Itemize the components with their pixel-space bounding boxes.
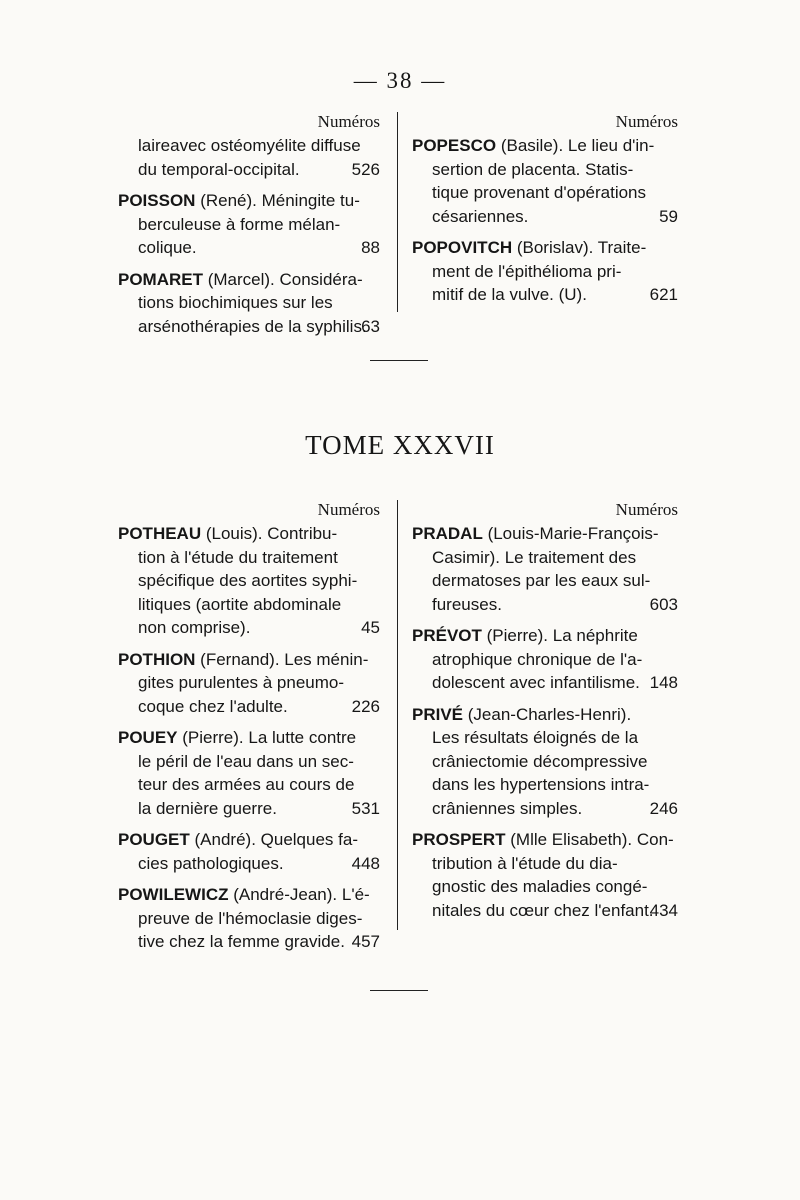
index-entry: [118, 726, 380, 820]
entry-line: Les résultats éloignés de la: [432, 728, 639, 747]
entry-line: la dernière guerre.: [138, 798, 277, 818]
entry-number: 531: [351, 798, 380, 818]
entry-number: 457: [351, 932, 380, 951]
entry-line: POISSON (René). Méningite tu-: [118, 191, 360, 210]
top-right-column: [412, 110, 678, 315]
entry-line: arsénothérapies de la syphilis.: [138, 316, 367, 336]
author-name: PROSPERT: [412, 830, 506, 849]
entry-line: crâniectomie décompressive: [432, 751, 648, 771]
entry-line: POPOVITCH (Borislav). Traite-: [412, 238, 647, 257]
entry-line: POTHION (Fernand). Les ménin-: [118, 649, 369, 669]
entry-number: 434: [649, 900, 678, 920]
entry-line: PRÉVOT (Pierre). La néphrite: [412, 626, 638, 645]
index-entry: [118, 134, 380, 181]
numeros-header: Numéros: [615, 500, 678, 519]
top-left-column: [118, 110, 380, 346]
numeros-header: Numéros: [317, 112, 380, 131]
entry-number: 526: [351, 159, 380, 179]
author-name: POWILEWICZ: [118, 885, 229, 904]
page-number: — 38 —: [353, 68, 447, 93]
column-divider: [397, 112, 398, 312]
numeros-header: Numéros: [317, 500, 380, 519]
entry-line: gites purulentes à pneumo-: [138, 673, 345, 692]
entry-line: preuve de l'hémoclasie diges-: [138, 908, 363, 928]
index-entry: [118, 268, 380, 339]
author-name: POPOVITCH: [412, 238, 513, 257]
entry-number: 59: [659, 206, 678, 226]
entry-number: 45: [361, 618, 380, 637]
author-name: PRÉVOT: [412, 626, 482, 645]
index-entry: [412, 134, 678, 228]
numeros-header: Numéros: [615, 112, 678, 131]
entry-line: nitales du cœur chez l'enfant.: [432, 900, 654, 920]
author-name: PRIVÉ: [412, 704, 464, 724]
entry-line: tion à l'étude du traitement: [138, 547, 338, 567]
entry-line: gnostic des maladies congé-: [432, 877, 648, 896]
bottom-left-column: [118, 498, 380, 962]
entry-line: dermatoses par les eaux sul-: [432, 571, 651, 590]
entry-line: colique.: [138, 238, 197, 257]
tome-title: TOME XXXVII: [305, 430, 495, 460]
entry-line: dolescent avec infantilisme.: [432, 673, 640, 692]
index-entry: [118, 828, 380, 875]
author-name: POUEY: [118, 728, 178, 747]
entry-line: POTHEAU (Louis). Contribu-: [118, 524, 338, 543]
author-name: POUGET: [118, 830, 190, 849]
entry-line: coque chez l'adulte.: [138, 696, 288, 716]
entry-line: PROSPERT (Mlle Elisabeth). Con-: [412, 830, 674, 849]
index-entry: [412, 703, 678, 821]
entry-line: mitif de la vulve. (U).: [432, 285, 587, 304]
bottom-right-column: [412, 498, 678, 930]
section-rule: [370, 360, 428, 361]
entry-line: berculeuse à forme mélan-: [138, 214, 341, 234]
entry-number: 148: [649, 673, 678, 692]
entry-line: POUGET (André). Quelques fa-: [118, 830, 358, 849]
index-entry: [412, 828, 678, 922]
entry-number: 621: [649, 285, 678, 304]
index-entry: [412, 522, 678, 616]
entry-line: teur des armées au cours de: [138, 775, 355, 794]
entry-line: dans les hypertensions intra-: [432, 775, 650, 794]
index-entry: [118, 522, 380, 640]
entry-line: du temporal-occipital.: [138, 159, 300, 179]
entry-number: 63: [361, 316, 380, 336]
entry-line: non comprise).: [138, 618, 251, 637]
author-name: POTHION: [118, 649, 196, 669]
entry-line: tribution à l'étude du dia-: [432, 853, 618, 873]
author-name: POTHEAU: [118, 524, 202, 543]
entry-line: POUEY (Pierre). La lutte contre: [118, 728, 357, 747]
author-name: PRADAL: [412, 524, 483, 543]
section-rule: [370, 990, 428, 991]
author-name: POISSON: [118, 191, 196, 210]
entry-line: POWILEWICZ (André-Jean). L'é-: [118, 885, 370, 904]
entry-line: atrophique chronique de l'a-: [432, 649, 643, 669]
index-entry: [118, 189, 380, 260]
entry-number: 603: [649, 594, 678, 614]
author-name: POPESCO: [412, 136, 497, 155]
author-name: POMARET: [118, 269, 203, 289]
index-entry: [118, 648, 380, 719]
entry-line: POPESCO (Basile). Le lieu d'in-: [412, 136, 655, 155]
entry-line: fureuses.: [432, 594, 502, 614]
entry-line: tions biochimiques sur les: [138, 293, 333, 312]
entry-line: sertion de placenta. Statis-: [432, 159, 634, 179]
entry-line: laireavec ostéomyélite diffuse: [138, 136, 361, 155]
entry-number: 448: [351, 853, 380, 873]
entry-line: Casimir). Le traitement des: [432, 547, 637, 567]
entry-line: crâniennes simples.: [432, 798, 583, 818]
entry-number: 246: [649, 798, 678, 818]
entry-line: litiques (aortite abdominale: [138, 594, 342, 614]
entry-line: tique provenant d'opérations: [432, 183, 647, 202]
column-divider: [397, 500, 398, 930]
entry-number: 88: [361, 238, 380, 257]
entry-line: le péril de l'eau dans un sec-: [138, 751, 354, 771]
entry-number: 226: [351, 696, 380, 716]
entry-line: POMARET (Marcel). Considéra-: [118, 269, 363, 289]
index-entry: [118, 883, 380, 954]
index-entry: [412, 236, 678, 307]
entry-line: cies pathologiques.: [138, 853, 284, 873]
entry-line: PRADAL (Louis-Marie-François-: [412, 524, 659, 543]
index-entry: [412, 624, 678, 695]
entry-line: spécifique des aortites syphi-: [138, 571, 358, 590]
entry-line: tive chez la femme gravide.: [138, 932, 345, 951]
entry-line: césariennes.: [432, 206, 529, 226]
entry-line: ment de l'épithélioma pri-: [432, 261, 622, 281]
entry-line: PRIVÉ (Jean-Charles-Henri).: [412, 704, 632, 724]
